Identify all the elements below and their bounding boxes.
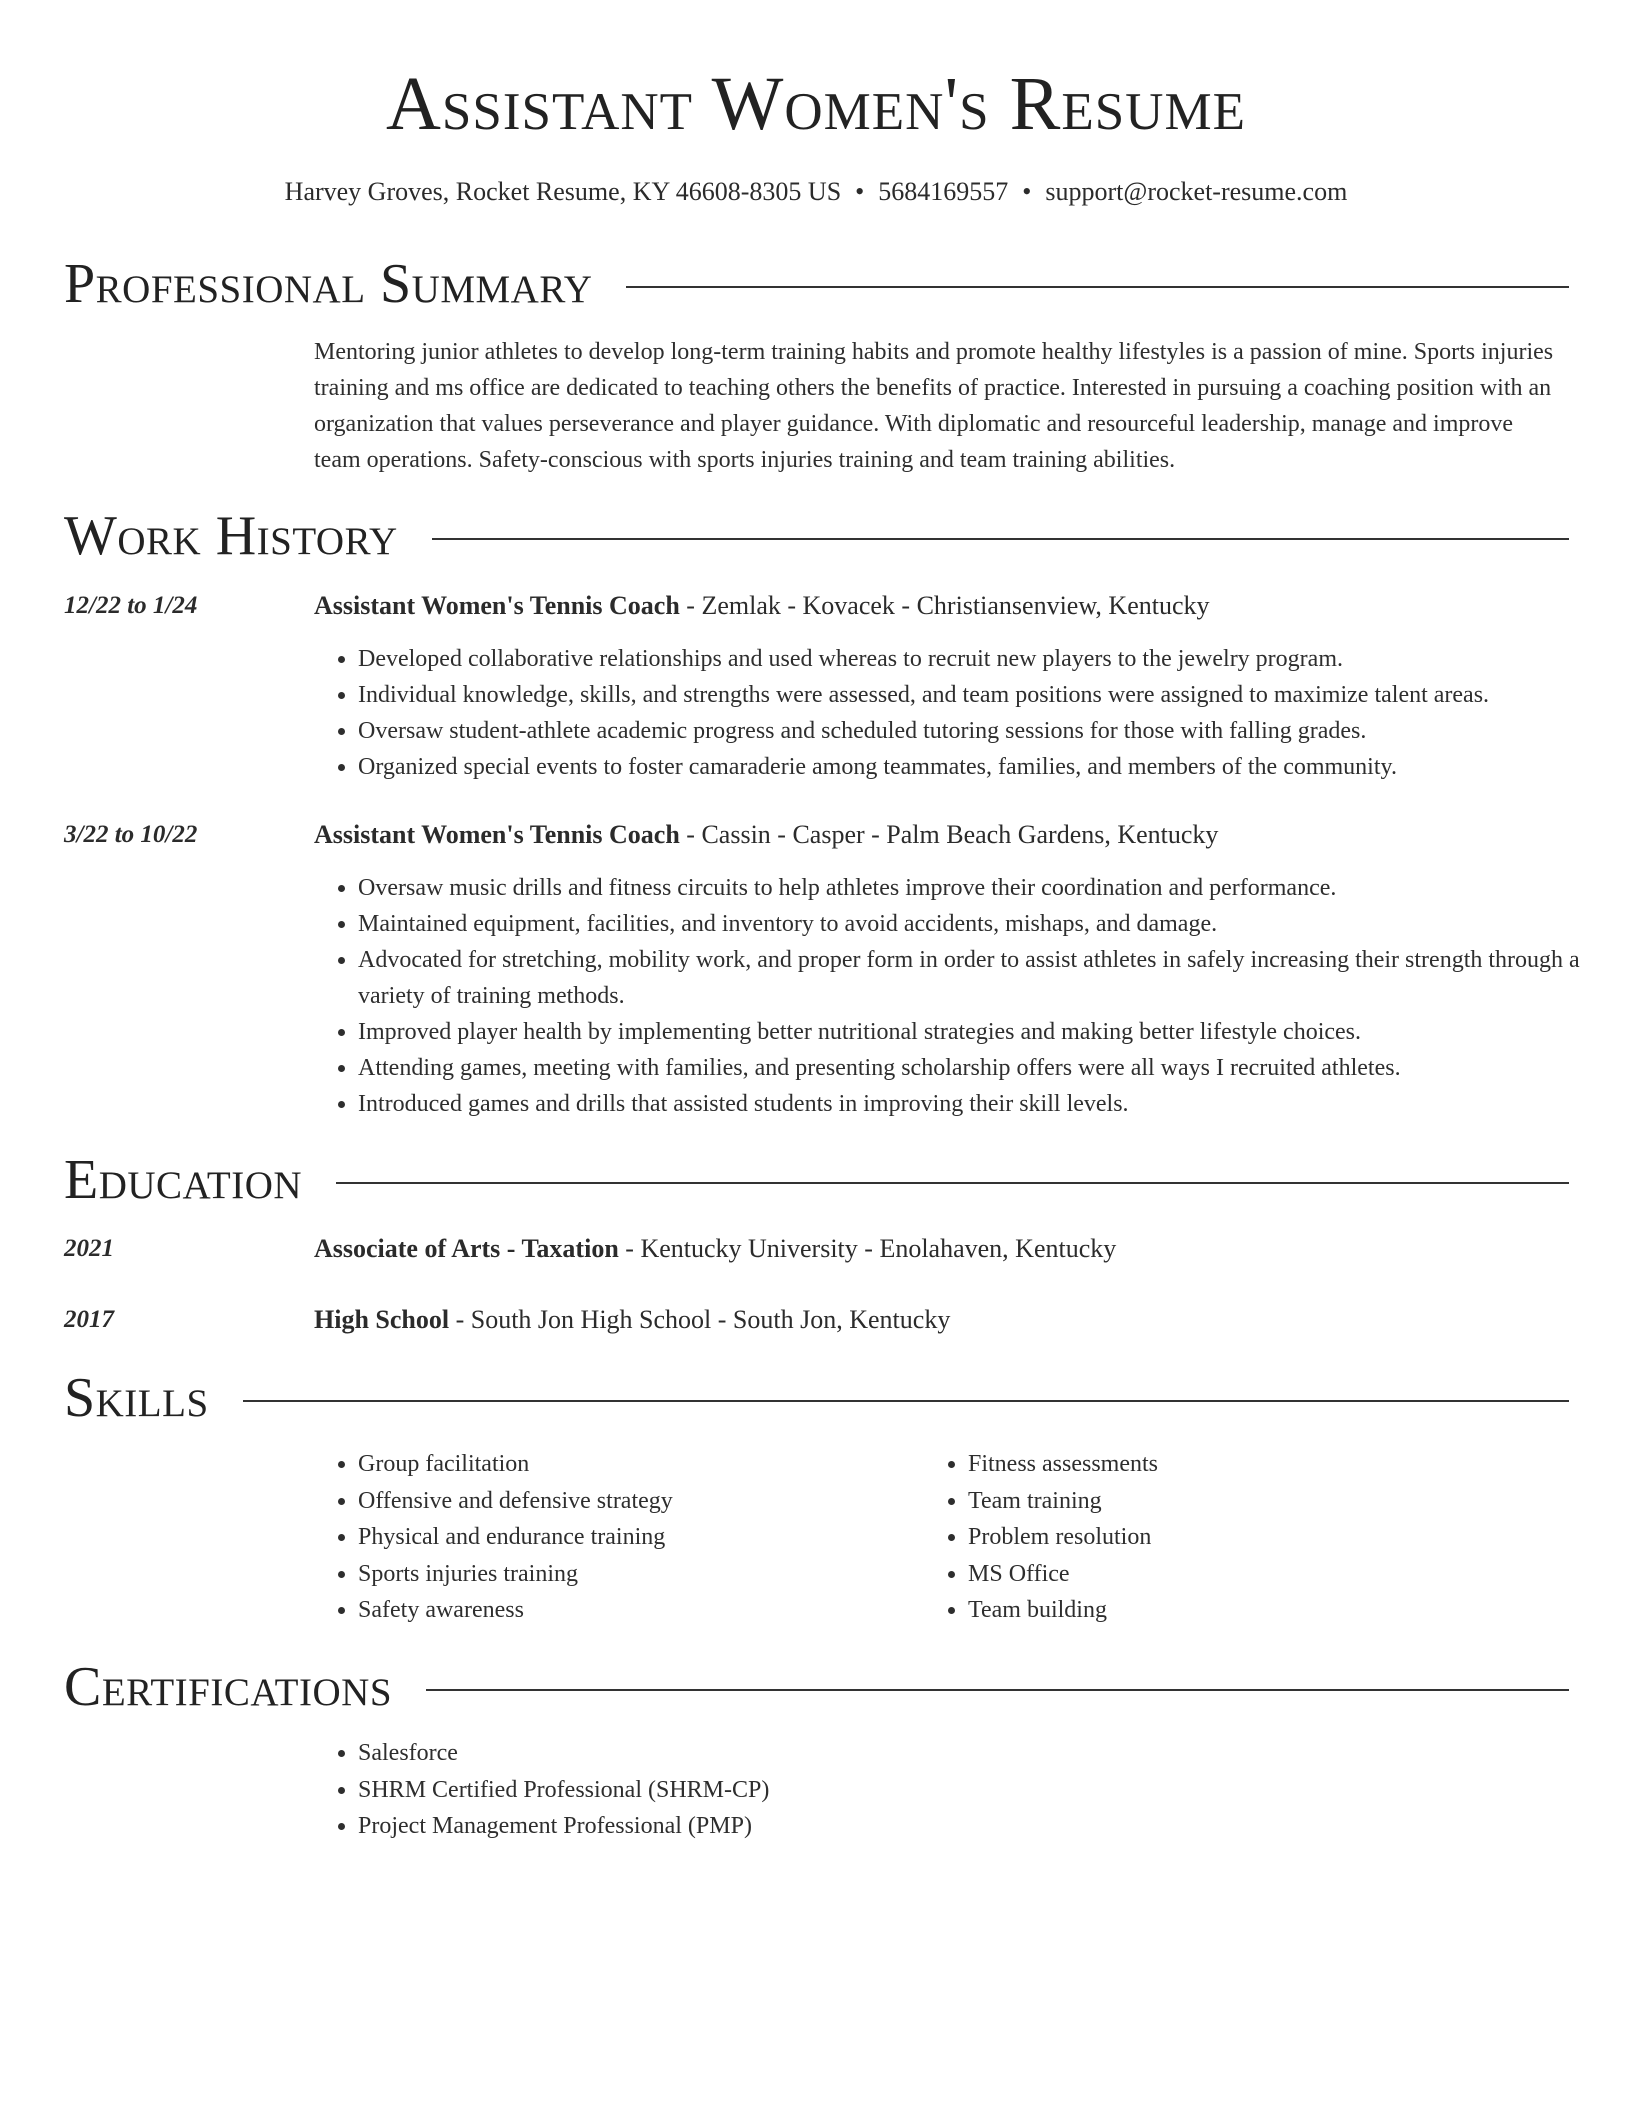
- job-employer: - Zemlak - Kovacek - Christiansenview, Kentucky: [679, 591, 1210, 620]
- contact-separator: •: [855, 177, 865, 206]
- skill-item: • Team training: [968, 1483, 1568, 1520]
- school-details: - Kentucky University - Enolahaven, Kentucky: [618, 1234, 1117, 1263]
- section-divider: [336, 1182, 1569, 1184]
- skill-item: • Offensive and defensive strategy: [358, 1483, 918, 1520]
- skill-item: • Fitness assessments: [968, 1446, 1568, 1483]
- certification-item: • SHRM Certified Professional (SHRM-CP): [358, 1772, 1558, 1809]
- job-title: Assistant Women's Tennis Coach: [314, 591, 680, 620]
- summary-text: Mentoring junior athletes to develop long-term training habits and promote healthy lifestyles is a passion of mine. Sports injuries training and ms office are dedicated to teaching others the benefits of practice. Interested in pursuing a coaching position with an organization that values perseverance and player guidance. With diplomatic and resourceful leadership, manage and improve team operations. Safety-conscious with sports injuries training and team training abilities.: [314, 339, 1554, 473]
- job-duty: • Introduced games and drills that assisted students in improving their skill levels.: [358, 1086, 1608, 1122]
- summary-body: [314, 334, 1564, 478]
- contact-line: [0, 176, 1632, 208]
- skills-list-left: [314, 1446, 918, 1629]
- job-duty: • Individual knowledge, skills, and strengths were assessed, and team positions were assigned to maximize talent areas.: [358, 677, 1608, 713]
- section-divider: [243, 1400, 1569, 1402]
- summary-section: [64, 252, 1569, 316]
- skill-item: • Physical and endurance training: [358, 1519, 918, 1556]
- skill-item: • MS Office: [968, 1556, 1568, 1593]
- job-duties: [314, 641, 1608, 785]
- job-duties: [314, 870, 1608, 1122]
- section-divider: [426, 1689, 1569, 1691]
- certifications-list: [314, 1735, 1558, 1845]
- certification-item: • Project Management Professional (PMP): [358, 1808, 1558, 1845]
- job-duty: • Oversaw music drills and fitness circuits to help athletes improve their coordination and performance.: [358, 870, 1608, 906]
- job-employer: - Cassin - Casper - Palm Beach Gardens, Kentucky: [679, 820, 1219, 849]
- certifications-heading: Certifications: [64, 1656, 393, 1718]
- education-section: [64, 1148, 1569, 1212]
- section-divider: [432, 538, 1569, 540]
- certifications-section: [64, 1655, 1569, 1719]
- resume-title: Assistant Women's Resume: [386, 62, 1246, 146]
- degree-name: Associate of Arts - Taxation: [314, 1234, 619, 1263]
- job-duty: • Organized special events to foster camaraderie among teammates, families, and members of the community.: [358, 749, 1608, 785]
- degree-name: High School: [314, 1305, 450, 1334]
- school-details: - South Jon High School - South Jon, Kentucky: [449, 1305, 951, 1334]
- education-year: 2021: [64, 1235, 114, 1262]
- job-duty: • Maintained equipment, facilities, and inventory to avoid accidents, mishaps, and damage.: [358, 906, 1608, 942]
- skills-section: [64, 1366, 1569, 1430]
- job-duty: • Improved player health by implementing better nutritional strategies and making better lifestyle choices.: [358, 1014, 1608, 1050]
- certification-item: • Salesforce: [358, 1735, 1558, 1772]
- job-title: Assistant Women's Tennis Coach: [314, 820, 680, 849]
- section-divider: [626, 286, 1569, 288]
- job-header: [314, 589, 1564, 623]
- job-header: [314, 818, 1564, 852]
- skill-item: • Problem resolution: [968, 1519, 1568, 1556]
- contact-address: Harvey Groves, Rocket Resume, KY 46608-8305 US: [284, 177, 842, 206]
- summary-heading: Professional Summary: [64, 253, 593, 315]
- skills-list-right: [924, 1446, 1568, 1629]
- skill-item: • Safety awareness: [358, 1592, 918, 1629]
- job-duty: • Attending games, meeting with families, and presenting scholarship offers were all ways I recruited athletes.: [358, 1050, 1608, 1086]
- job-dates: 12/22 to 1/24: [64, 592, 198, 619]
- contact-separator: •: [1022, 177, 1032, 206]
- education-year: 2017: [64, 1306, 114, 1333]
- skill-item: • Sports injuries training: [358, 1556, 918, 1593]
- education-header: [314, 1232, 1564, 1266]
- education-heading: Education: [64, 1149, 303, 1211]
- skill-item: • Team building: [968, 1592, 1568, 1629]
- skill-item: • Group facilitation: [358, 1446, 918, 1483]
- work-history-heading: Work History: [64, 505, 398, 567]
- skills-heading: Skills: [64, 1367, 209, 1429]
- job-dates: 3/22 to 10/22: [64, 821, 198, 848]
- contact-email: support@rocket-resume.com: [1045, 177, 1348, 206]
- contact-phone: 5684169557: [878, 177, 1009, 206]
- education-header: [314, 1303, 1564, 1337]
- work-history-section: [64, 504, 1569, 568]
- job-duty: • Developed collaborative relationships and used whereas to recruit new players to the jewelry program.: [358, 641, 1608, 677]
- job-duty: • Advocated for stretching, mobility work, and proper form in order to assist athletes in safely increasing their strength through a variety of training methods.: [358, 942, 1608, 1014]
- job-duty: • Oversaw student-athlete academic progress and scheduled tutoring sessions for those with falling grades.: [358, 713, 1608, 749]
